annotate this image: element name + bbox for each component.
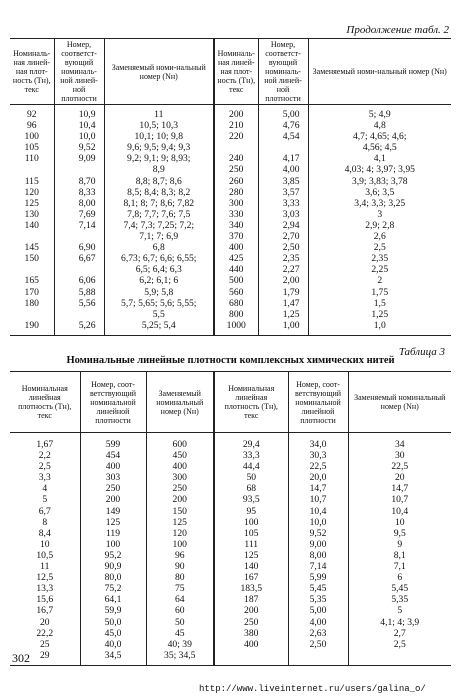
table-3 <box>10 371 451 666</box>
col-header-number: Номер, соот-ветствующий номинальной линейной плотности <box>288 372 348 433</box>
table-2-continued <box>10 38 451 336</box>
col-header-replaced: Заменяемый номи-нальный номер (Nн) <box>104 39 214 105</box>
page-number: 302 <box>12 651 30 665</box>
number-column: 599 454 400 303 250 200 149 125 119 100 95,2 90,9 80,0 75,2 64,1 59,9 50,0 45,0 40,0 34,5 <box>80 433 146 666</box>
tex-column: 92 96 100 105 110 115 120 125 130 140 145 150 165 170 180 190 <box>24 109 39 331</box>
number-column: 10,9 10,4 10,0 9,52 9,09 8,70 8,33 8,00 7,69 7,14 6,90 6,67 6,06 5,88 5,56 5,26 <box>54 105 104 336</box>
col-header-number: Номер, соот-ветствующий номинальной линейной плотности <box>80 372 146 433</box>
tex-column: 200 210 220 240 250 260 280 300 330 340 370 400 425 440 500 560 680 800 1000 <box>214 105 258 336</box>
col-header-tex: Номиналь-ная линей-ная плот-ность (Tн), текс <box>214 39 258 105</box>
col-header-number: Номер, соответст-вующий номиналь-ной линей-ной плотности <box>258 39 308 105</box>
col-header-replaced: Заменяемый номи-нальный номер (Nн) <box>308 39 451 105</box>
col-header-replaced: Заменяемый номинальный номер (Nн) <box>348 372 451 433</box>
tex-column: 29,4 33,3 44,4 50 68 93,5 95 100 105 111 125 140 167 183,5 187 200 250 380 400 <box>214 433 288 666</box>
tex-column: 1,67 2,2 2,5 3,3 4 5 6,7 8 8,4 10 10,5 11 12,5 13,3 15,6 16,7 20 22,2 25 29 <box>36 439 54 661</box>
col-header-replaced: Заменяемый номинальный номер (Nн) <box>146 372 214 433</box>
table-3-title: Номинальные линейные плотности комплексных химических нитей <box>66 355 395 366</box>
footer-url: http://www.liveinternet.ru/users/galina_o/ <box>199 684 426 694</box>
continuation-caption: Продолжение табл. 2 <box>346 24 449 36</box>
col-header-tex: Номинальная линейная плотность (Tн), текс <box>214 372 288 433</box>
replaced-column: 5; 4,9 4,8 4,7; 4,65; 4,6; 4,56; 4,5 4,1 4,03; 4; 3,97; 3,95 3,9; 3,83; 3,78 3,6; 3,5 3,4; 3,3; 3,25 3 2,9; 2,8 2,6 2,5 2,35 2,25 2 1,75 1,5 1,25 1,0 <box>308 105 451 336</box>
replaced-column: 11 10,5; 10,3 10,1; 10; 9,8 9,6; 9,5; 9,4; 9,3 9,2; 9,1; 9; 8,93; 8,9 8,8; 8,7; 8,6 8,5; 8,4; 8,3; 8,2 8,1; 8; 7; 8,6; 7,82 7,8; 7,7; 7,6; 7,5 7,4; 7,3; 7,25; 7,2; 7,1; 7; 6,9 6,8 6,73; 6,7; 6,6; 6,55; 6,5; 6,4; 6,3 6,2; 6,1; 6 5,9; 5,8 5,7; 5,65; 5,6; 5,55; 5,5 5,25; 5,4 <box>104 105 214 336</box>
table-3-label: Таблица 3 <box>398 346 445 358</box>
number-column: 5,00 4,76 4,54 4,17 4,00 3,85 3,57 3,33 3,03 2,94 2,70 2,50 2,35 2,27 2,00 1,79 1,47 1,25 1,00 <box>258 105 308 336</box>
col-header-number: Номер, соответст-вующий номиналь-ной линей-ной плотности <box>54 39 104 105</box>
col-header-tex: Номиналь-ная линей-ная плот-ность (Tн), текс <box>10 39 54 105</box>
replaced-column: 600 450 400 300 250 200 150 125 120 100 96 90 80 75 64 60 50 45 40; 39 35; 34,5 <box>146 433 214 666</box>
col-header-tex: Номинальная линейная плотность (Tн), текс <box>10 372 80 433</box>
number-column: 34,0 30,3 22,5 20,0 14,7 10,7 10,4 10,0 9,52 9,00 8,00 7,14 5,99 5,45 5,35 5,00 4,00 2,63 2,50 <box>288 433 348 666</box>
replaced-column: 34 30 22,5 20 14,7 10,7 10,4 10 9,5 9 8,1 7,1 6 5,45 5,35 5 4,1; 4; 3,9 2,7 2,5 <box>348 433 451 666</box>
